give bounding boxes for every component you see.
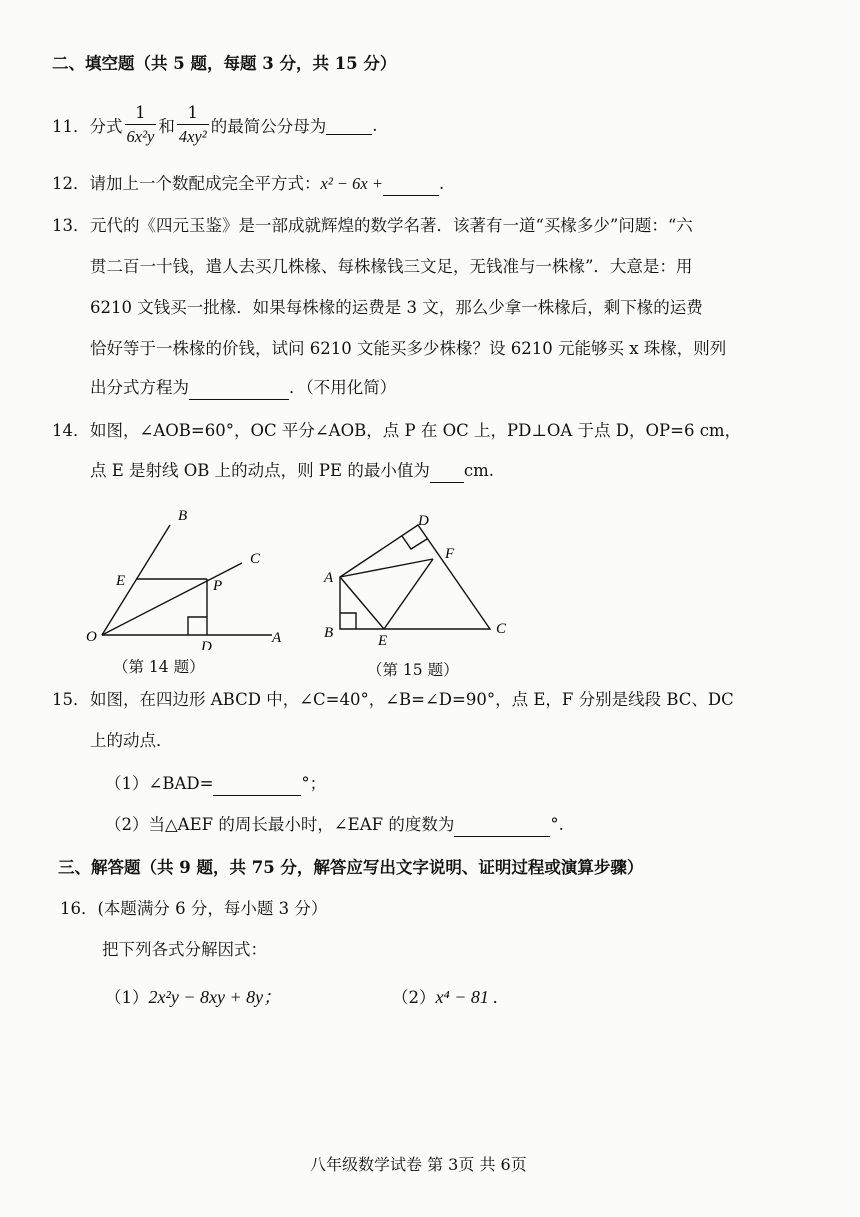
question-16-instruction: 把下列各式分解因式： <box>102 940 267 959</box>
question-text-line: 贯二百一十钱，遣人去买几株椽、每株椽钱三文足，无钱准与一株椽”．大意是：用 <box>90 257 693 276</box>
question-number: 12． <box>52 174 90 193</box>
question-number: 15． <box>52 690 90 709</box>
label-b: B <box>178 508 188 524</box>
question-text: °. <box>550 815 564 834</box>
math-expression: x² − 6x + <box>320 174 383 193</box>
label-f: F <box>445 546 455 562</box>
math-expression: x⁴ − 81 . <box>435 987 498 1007</box>
question-number: 13． <box>52 216 90 235</box>
question-text-line: 如图，∠AOB=60°，OC 平分∠AOB，点 P 在 OC 上，PD⊥OA 于点 D，OP=6 cm， <box>90 421 742 440</box>
question-text: ．（不用化简） <box>289 378 397 397</box>
question-text: . <box>439 174 445 193</box>
question-15-part-2 <box>105 813 564 837</box>
label-d: D <box>201 639 212 650</box>
figure-14 <box>80 505 295 650</box>
question-number: 14． <box>52 421 90 440</box>
page-footer: 八年级数学试卷 第 3页 共 6页 <box>310 1155 527 1174</box>
label-b: B <box>324 625 334 641</box>
part-label: （2） <box>392 988 436 1007</box>
figure-14-caption: （第 14 题） <box>113 658 205 676</box>
question-14-line-2 <box>90 459 494 483</box>
fraction-numerator: 1 <box>177 102 209 125</box>
question-text: （1）∠BAD= <box>105 774 214 793</box>
fraction-2 <box>177 102 209 149</box>
quadrilateral-abcd <box>340 525 490 629</box>
question-text: 和 <box>158 117 175 136</box>
label-o: O <box>86 629 97 645</box>
label-c: C <box>496 621 507 637</box>
fraction-denominator: 6x²y <box>126 126 155 146</box>
question-text: 点 E 是射线 OB 上的动点，则 PE 的最小值为 <box>90 461 430 480</box>
question-16-header: 16．(本题满分 6 分，每小题 3 分） <box>60 899 328 918</box>
answer-blank[interactable] <box>383 177 439 196</box>
question-text: 请加上一个数配成完全平方式： <box>89 174 321 193</box>
question-11 <box>52 98 377 152</box>
question-16-part-1 <box>105 985 281 1010</box>
segment-ef <box>384 559 433 629</box>
question-text: °； <box>301 774 327 793</box>
question-text: 分式 <box>89 117 123 136</box>
right-angle-mark <box>188 617 207 635</box>
section-title: 二、填空题（共 5 题，每题 3 分，共 15 分） <box>52 54 397 73</box>
fraction-denominator: 4xy² <box>178 126 207 146</box>
question-15-part-1 <box>105 772 326 796</box>
section-title: 三、解答题（共 9 题，共 75 分，解答应写出文字说明、证明过程或演算步骤） <box>58 858 644 877</box>
question-text-line: 6210 文钱买一批椽．如果每株椽的运费是 3 文，那么少拿一株椽后，剩下椽的运费 <box>90 298 703 317</box>
question-13-last-line <box>90 376 396 400</box>
question-text: 的最简公分母为 <box>210 117 327 136</box>
question-text-line: 恰好等于一株椽的价钱，试问 6210 文能买多少株椽？设 6210 元能够买 x 珠椽，则列 <box>90 339 727 358</box>
question-12 <box>52 172 444 196</box>
question-text-line: 上的动点． <box>90 731 173 750</box>
question-text: （2）当△AEF 的周长最小时，∠EAF 的度数为 <box>105 815 455 834</box>
label-e: E <box>116 573 126 589</box>
answer-blank[interactable] <box>213 777 301 796</box>
part-label: （1） <box>105 988 149 1007</box>
math-expression: 2x²y − 8xy + 8y； <box>148 987 282 1007</box>
ray-ob <box>102 525 170 635</box>
fraction-numerator: 1 <box>125 102 157 125</box>
segment-ae <box>340 577 384 629</box>
label-c: C <box>250 551 261 567</box>
question-text-line: 如图，在四边形 ABCD 中，∠C=40°，∠B=∠D=90°，点 E，F 分别是线段 BC、DC <box>90 690 734 709</box>
question-text-line: 元代的《四元玉鉴》是一部成就辉煌的数学名著．该著有一道“买椽多少”问题：“六 <box>90 216 693 235</box>
question-16-part-2 <box>392 985 498 1010</box>
question-text: cm. <box>463 461 494 480</box>
right-angle-mark-b <box>340 613 356 629</box>
figure-15-caption: （第 15 题） <box>367 661 459 679</box>
answer-blank[interactable] <box>430 464 464 483</box>
label-e: E <box>378 633 388 648</box>
answer-blank[interactable] <box>189 381 289 400</box>
label-a: A <box>324 570 334 586</box>
figure-15 <box>318 513 518 648</box>
question-text: 出分式方程为 <box>90 378 189 397</box>
label-d: D <box>418 513 429 529</box>
label-p: P <box>213 578 223 594</box>
right-angle-mark-d <box>402 536 427 549</box>
fraction-1 <box>125 102 157 149</box>
label-a: A <box>272 630 282 646</box>
question-number: 11． <box>52 117 90 136</box>
question-text: . <box>372 115 378 135</box>
answer-blank[interactable] <box>454 818 550 837</box>
answer-blank[interactable] <box>326 116 372 135</box>
